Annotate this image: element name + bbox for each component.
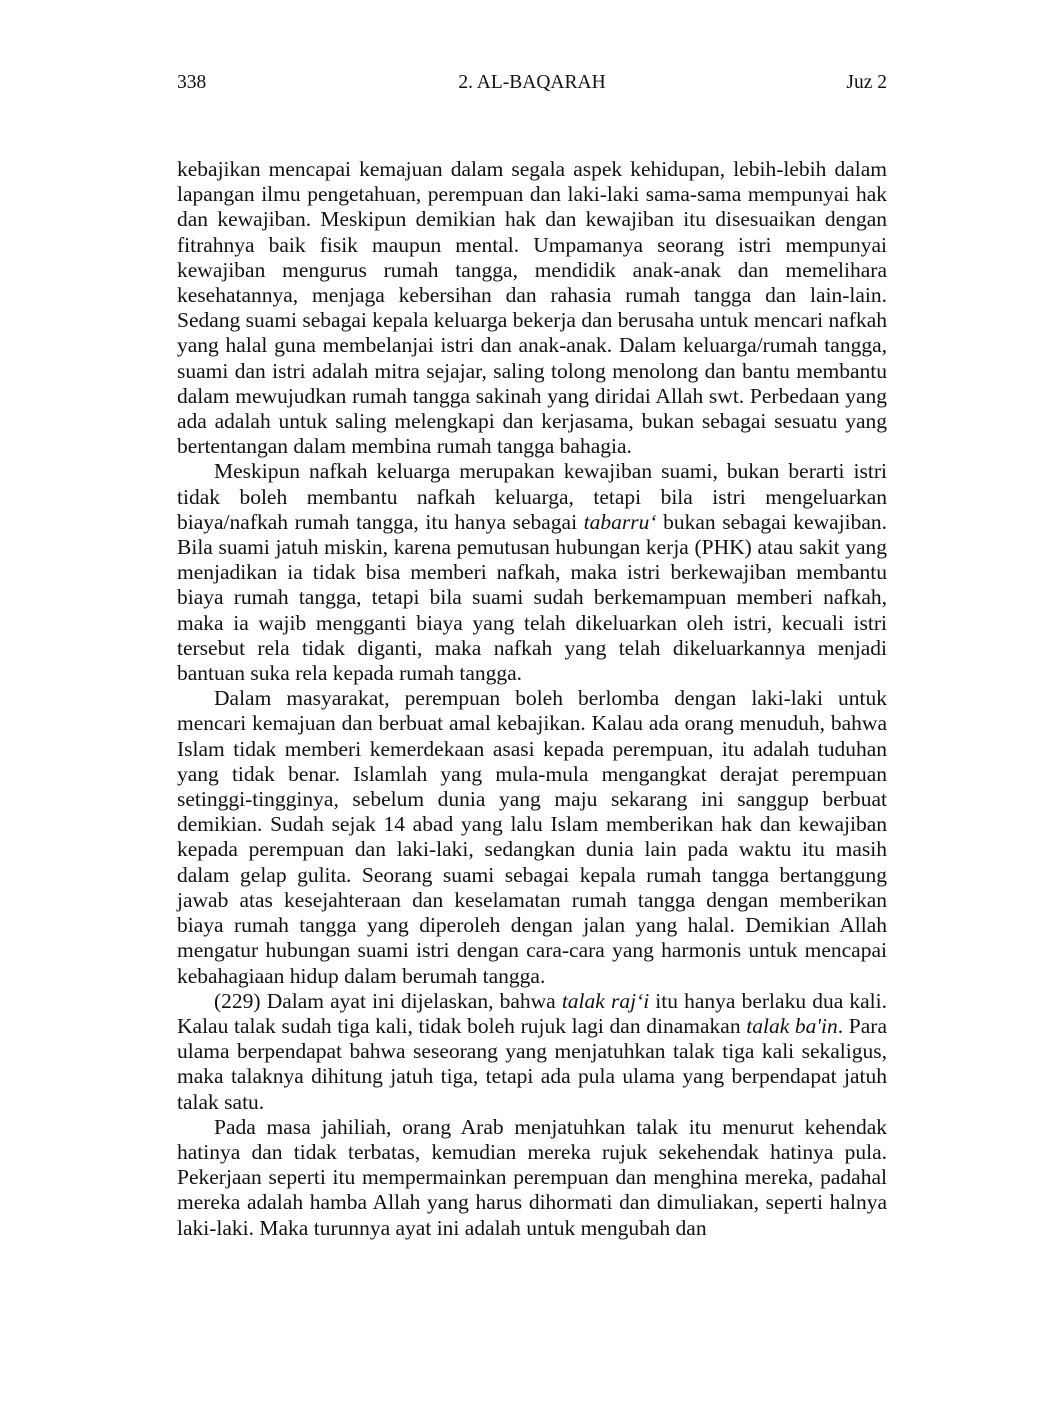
paragraph-3 (177, 686, 887, 988)
italic-term: talak raj‘i (561, 988, 650, 1013)
text-segment: kebajikan mencapai kemajuan dalam segala aspek kehidupan, lebih-lebih dalam lapangan ilmu pengetahuan, perempuan dan laki-laki sama-sama mempunyai hak dan kewajiban. Meskipun demikian hak dan kewajiban itu disesuaikan dengan fitrahnya baik fisik maupun mental. Umpamanya seorang istri mempunyai kewajiban mengurus rumah tangga, mendidik anak-anak dan memelihara kesehatannya, menjaga kebersihan dan rahasia rumah tangga dan lain-lain. Sedang suami sebagai kepala keluarga bekerja dan berusaha untuk mencari nafkah yang halal guna membelanjai istri dan anak-anak. Dalam keluarga/rumah tangga, suami dan istri adalah mitra sejajar, saling tolong menolong dan bantu membantu dalam mewujudkan rumah tangga sakinah yang diridai Allah swt. Perbedaan yang ada adalah untuk saling melengkapi dan kerjasama, bukan sebagai sesuatu yang bertentangan dalam membina rumah tangga bahagia. (177, 157, 888, 459)
text-segment: itu hanya berlaku dua kali. Kalau talak sudah tiga kali, tidak boleh rujuk lagi dan dinamakan (177, 988, 887, 1038)
page-number: 338 (177, 72, 207, 93)
text-segment: . Para ulama berpendapat bahwa seseorang yang menjatuhkan talak tiga kali sekaligus, maka talaknya dihitung jatuh tiga, tetapi ada pula ulama yang berpendapat jatuh talak satu. (177, 1013, 887, 1114)
juz-label: Juz 2 (846, 72, 887, 93)
text-segment: Dalam masyarakat, perempuan boleh berlomba dengan laki-laki untuk mencari kemajuan dan berbuat amal kebajikan. Kalau ada orang menuduh, bahwa Islam tidak memberi kemerdekaan asasi kepada perempuan, itu adalah tuduhan yang tidak benar. Islamlah yang mula-mula mengangkat derajat perempuan setinggi-tingginya, sebelum dunia yang maju sekarang ini sanggup berbuat demikian. Sudah sejak 14 abad yang lalu Islam memberikan hak dan kewajiban kepada perempuan dan laki-laki, sedangkan dunia lain pada waktu itu masih dalam gelap gulita. Seorang suami sebagai kepala rumah tangga bertanggung jawab atas kesejahteraan dan keselamatan rumah tangga dengan memberikan biaya rumah tangga yang diperoleh dengan jalan yang halal. Demikian Allah mengatur hubungan suami istri dengan cara-cara yang harmonis untuk mencapai kebahagiaan hidup dalam berumah tangga. (177, 686, 887, 988)
paragraph-5 (177, 1115, 887, 1241)
text-segment: (229) Dalam ayat ini dijelaskan, bahwa (214, 988, 562, 1013)
text-segment: bukan sebagai kewajiban. Bila suami jatuh miskin, karena pemutusan hubungan kerja (PHK) atau sakit yang menjadikan ia tidak bisa memberi nafkah, maka istri berkewajiban membantu biaya rumah tangga, tetapi bila suami sudah berkemampuan memberi nafkah, maka ia wajib mengganti biaya yang telah dikeluarkan oleh istri, kecuali istri tersebut rela tidak diganti, maka nafkah yang telah dikeluarkannya menjadi bantuan suka rela kepada rumah tangga. (177, 509, 887, 686)
paragraph-4 (177, 989, 887, 1115)
text-segment: Pada masa jahiliah, orang Arab menjatuhkan talak itu menurut kehendak hatinya dan tidak terbatas, kemudian mereka rujuk sekehendak hatinya pula. Pekerjaan seperti itu mempermainkan perempuan dan menghina mereka, padahal mereka adalah hamba Allah yang harus dihormati dan dimuliakan, seperti halnya laki-laki. Maka turunnya ayat ini adalah untuk mengubah dan (177, 1114, 887, 1240)
italic-term: talak ba'in (746, 1013, 838, 1038)
body-text (177, 157, 887, 1241)
paragraph-1 (177, 157, 887, 459)
running-title: 2. AL-BAQARAH (458, 72, 606, 93)
italic-term: tabarru‘ (583, 509, 657, 534)
paragraph-2 (177, 459, 887, 686)
page-header (177, 72, 887, 100)
text-segment: Meskipun nafkah keluarga merupakan kewajiban suami, bukan berarti istri tidak boleh membantu nafkah keluarga, tetapi bila istri mengeluarkan biaya/nafkah rumah tangga, itu hanya sebagai (177, 459, 887, 534)
